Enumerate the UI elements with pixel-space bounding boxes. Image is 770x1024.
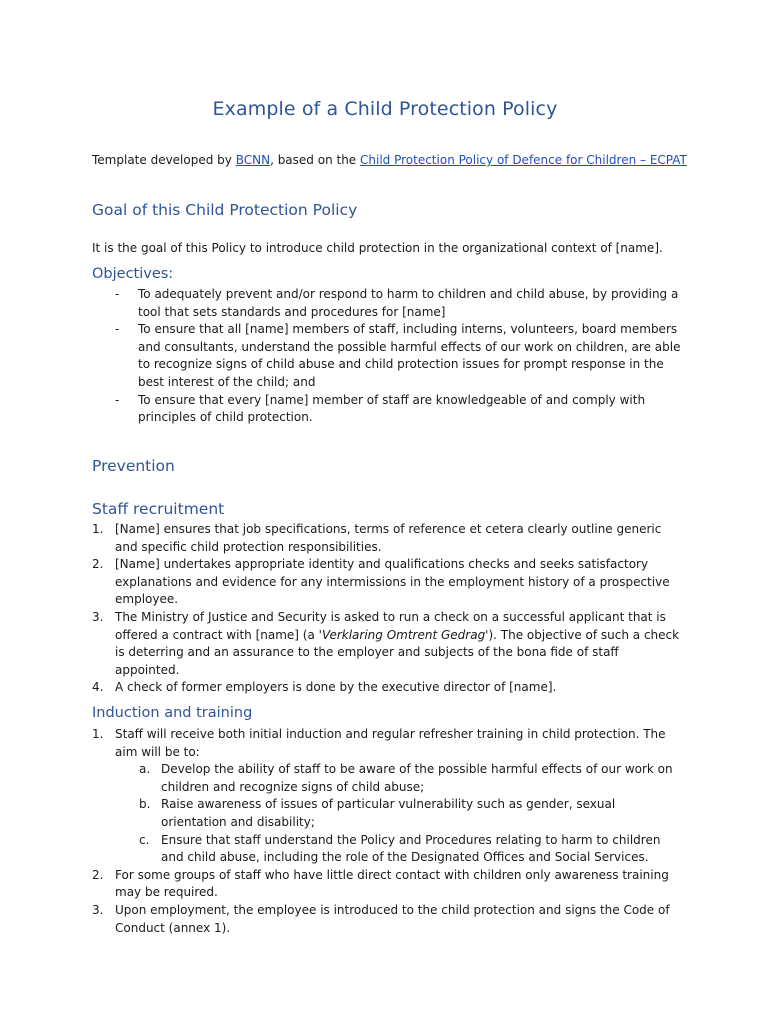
goal-heading: Goal of this Child Protection Policy	[92, 201, 358, 219]
list-item	[92, 392, 682, 427]
list-item	[92, 679, 682, 697]
list-marker: 3.	[92, 609, 104, 624]
sub-list-item	[115, 832, 682, 867]
list-item	[92, 726, 682, 867]
list-item-text: [Name] undertakes appropriate identity and qualifications checks and seeks satisfactory explanations and evidence for any intermissions in the employment history of a prospective employee.	[115, 557, 670, 607]
list-marker: 1.	[92, 522, 104, 536]
intro-prefix: Template developed by	[92, 153, 236, 167]
sub-list-item	[115, 761, 682, 796]
list-item-text: To adequately prevent and/or respond to harm to children and child abuse, by providing a tool that sets standards and procedures for [name]	[138, 287, 679, 319]
sub-list-item	[115, 796, 682, 831]
prevention-heading: Prevention	[92, 457, 175, 475]
list-item-text: ). The objective of such a check is deterring and an assurance to the employer and subjects of the bona fide of staff appointed.	[115, 627, 680, 677]
list-marker: b.	[139, 797, 151, 812]
list-item-text: Develop the ability of staff to be aware of the possible harmful effects of our work on children and recognize signs of child abuse;	[161, 762, 673, 794]
list-item-text: Staff will receive both initial induction and regular refresher training in child protection. The aim will be to:	[115, 727, 666, 759]
list-item-text: To ensure that every [name] member of staff are knowledgeable of and comply with principles of child protection.	[138, 392, 646, 425]
list-item	[92, 286, 682, 321]
list-item	[92, 902, 682, 937]
list-marker: -	[115, 322, 120, 337]
list-marker: 2.	[92, 557, 104, 572]
staff-recruitment-heading: Staff recruitment	[92, 500, 225, 518]
induction-training-heading: Induction and training	[92, 705, 253, 721]
list-item-text: To ensure that all [name] members of staff, including interns, volunteers, board members and consultants, understand the possible harmful effects of our work on children, are able to recognize signs of child abuse and child protection issues for prompt response in the best interest of the child; and	[138, 322, 681, 389]
list-item-text: For some groups of staff who have little direct contact with children only awareness training may be required.	[115, 867, 669, 900]
list-marker: a.	[139, 762, 151, 777]
list-item	[92, 521, 682, 556]
list-marker: 3.	[92, 902, 104, 917]
list-item-text: The Ministry of Justice and Security is asked to run a check on a successful applicant that is offered a contract with [name] (a '	[115, 609, 666, 642]
list-marker: 2.	[92, 867, 104, 882]
staff-recruitment-list	[92, 521, 682, 697]
list-item	[92, 321, 682, 391]
ecpat-policy-link[interactable]: Child Protection Policy of Defence for Children – ECPAT	[360, 153, 687, 167]
list-item-text: [Name] ensures that job specifications, terms of reference et cetera clearly outline generic and specific child protection responsibilities.	[115, 522, 662, 554]
list-marker: c.	[139, 832, 150, 847]
list-item-text: Upon employment, the employee is introduced to the child protection and signs the Code of Conduct (annex 1).	[115, 902, 670, 935]
list-marker: 1.	[92, 727, 104, 741]
bcnn-link[interactable]: BCNN	[235, 153, 271, 167]
list-marker: -	[115, 287, 120, 301]
intro-middle: , based on the	[270, 153, 360, 167]
list-item	[92, 867, 682, 902]
list-item	[92, 556, 682, 609]
document-title: Example of a Child Protection Policy	[212, 98, 558, 120]
objectives-heading: Objectives:	[92, 266, 174, 282]
list-marker: 4.	[92, 680, 104, 695]
intro-line	[92, 153, 687, 167]
list-item	[92, 609, 682, 679]
objectives-list	[92, 286, 682, 427]
list-item-text: Ensure that staff understand the Policy and Procedures relating to harm to children and child abuse, including the role of the Designated Offices and Social Services.	[161, 832, 661, 865]
list-marker: -	[115, 392, 120, 407]
induction-aims-sublist	[115, 761, 682, 867]
goal-text: It is the goal of this Policy to introduce child protection in the organizational context of [name].	[92, 241, 663, 255]
induction-training-list	[92, 726, 682, 937]
list-item-text: A check of former employers is done by the executive director of [name].	[115, 680, 557, 695]
list-item-text: Raise awareness of issues of particular vulnerability such as gender, sexual orientation and disability;	[161, 797, 616, 829]
list-item-italic-text: Verklaring Omtrent Gedrag'	[321, 627, 489, 642]
